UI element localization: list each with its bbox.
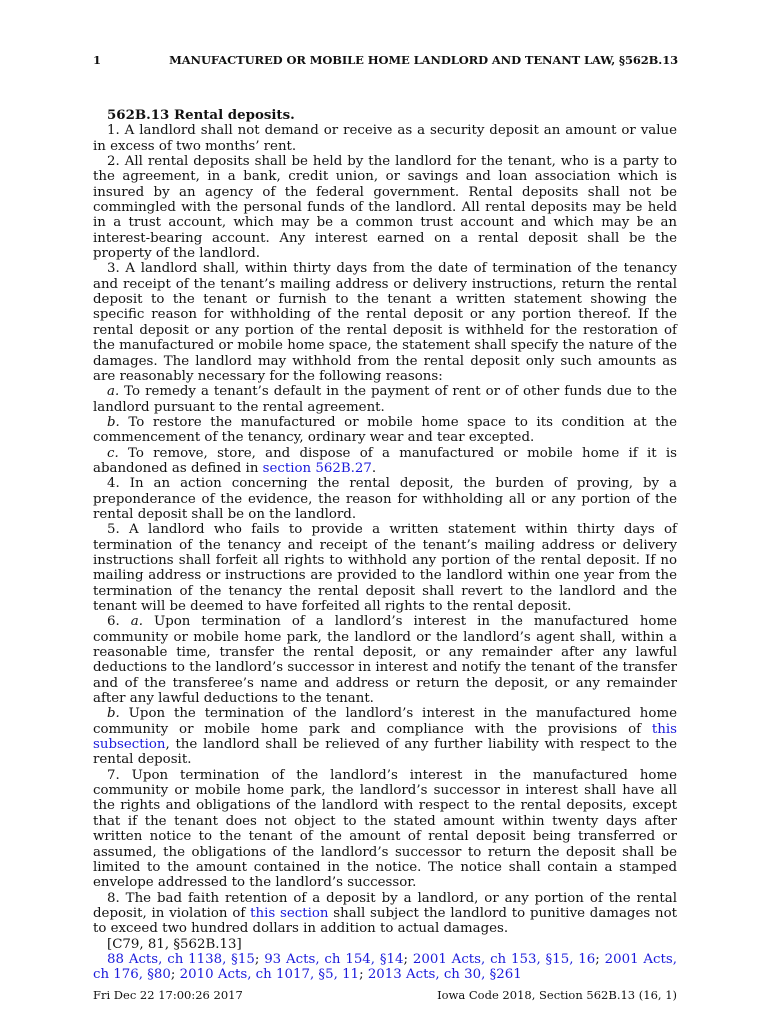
history-separator: ; (403, 951, 413, 967)
paragraph-6a (93, 614, 677, 706)
history-separator: ; (170, 967, 180, 983)
paragraph-3b (93, 415, 677, 446)
label-b: b. (107, 414, 120, 430)
paragraph-3a (93, 384, 677, 415)
paragraph-6b-end: , the landlord shall be relieved of any further liability with respect to the rental deposit. (93, 737, 677, 768)
history-link-6[interactable]: 2013 Acts, ch 30, §261 (367, 967, 522, 983)
source-note: [C79, 81, §562B.13] (107, 936, 242, 952)
paragraph-3b-text: To restore the manufactured or mobile home space to its condition at the commencement of the tenancy, ordinary wear and tear excepted. (93, 414, 677, 446)
subsection-2: 2. All rental deposits shall be held by the landlord for the tenant, who is a party to the agreement, in a bank, credit union, or savings and loan association which is insured by an agency of the federal government. Rental deposits shall not be commingled with the personal funds of the landlord. All rental deposits may be held in a trust account, which may be a common trust account and which may be an interest-bearing account. Any interest earned on a rental deposit shall be the property of the landlord. (93, 154, 677, 262)
label-6b: b. (107, 706, 120, 722)
history-separator: ; (254, 951, 265, 967)
history-separator: ; (359, 967, 368, 983)
history-link-3[interactable]: 2001 Acts, ch 153, §15, 16 (412, 951, 596, 967)
link-this-section[interactable]: this section (250, 905, 329, 921)
label-a: a. (107, 384, 120, 400)
subsection-1: 1. A landlord shall not demand or receive as a security deposit an amount or value in excess of two months’ rent. (93, 123, 677, 154)
label-6a: a. (130, 614, 143, 630)
paragraph-6b-text: Upon the termination of the landlord’s interest in the manufactured home community or mobile home park and compliance with the provisions of (93, 706, 677, 737)
subsection-4: 4. In an action concerning the rental deposit, the burden of proving, by a preponderance of the evidence, the reason for withholding all or any portion of the rental deposit shall be on the landlord. (93, 476, 677, 522)
history-link-1[interactable]: 88 Acts, ch 1138, §15 (107, 951, 255, 967)
paragraph-6a-text: Upon termination of a landlord’s interest in the manufactured home community or mobile home park, the landlord or the landlord’s agent shall, within a reasonable time, transfer the rental deposit, or any remainder after any lawful deductions to the landlord’s successor in interest and notify the tenant of the transfer and of the transferee’s name and address or return the deposit, or any remainder after any lawful deductions to the tenant. (93, 614, 677, 707)
history-note (93, 952, 677, 983)
subsection-8 (93, 891, 677, 937)
subsection-7: 7. Upon termination of the landlord’s interest in the manufactured home community or mobile home park, the landlord’s successor in interest shall have all the rights and obligations of the landlord with respect to the rental deposits, except that if the tenant does not object to the stated amount within twenty days after written notice to the tenant of the amount of rental deposit being transferred or assumed, the obligations of the landlord’s successor to return the deposit shall be limited to the amount contained in the notice. The notice shall contain a stamped envelope addressed to the landlord’s successor. (93, 767, 677, 891)
paragraph-3c-end: . (371, 460, 377, 476)
history-link-2[interactable]: 93 Acts, ch 154, §14 (264, 951, 404, 967)
subsection-3: 3. A landlord shall, within thirty days from the date of termination of the tenancy and receipt of the tenant’s mailing address or delivery instructions, return the rental deposit to the tenant or furnish to the tenant a written statement showing the specific reason for withholding of the rental deposit or any portion thereof. If the rental deposit or any portion of the rental deposit is withheld for the restoration of the manufactured or mobile home space, the statement shall specify the nature of the damages. The landlord may withhold from the rental deposit only such amounts as are reasonably necessary for the following reasons: (93, 261, 677, 384)
label-c: c. (107, 445, 119, 461)
running-title: MANUFACTURED OR MOBILE HOME LANDLORD AND TENANT LAW, §562B.13 (169, 53, 678, 67)
history-separator: ; (595, 951, 605, 967)
history-link-4[interactable]: 2001 Acts, ch 176, §80 (93, 951, 677, 983)
link-section-562b27[interactable]: section 562B.27 (262, 460, 372, 476)
link-this-subsection[interactable]: this subsection (93, 721, 677, 753)
section-heading: 562B.13 Rental deposits. (107, 107, 295, 123)
page-number: 1 (93, 53, 102, 67)
subsection-8-text: 8. The bad faith retention of a deposit by a landlord, or any portion of the rental deposit, in violation of (93, 890, 677, 921)
subsection-5: 5. A landlord who fails to provide a written statement within thirty days of termination of the tenancy and receipt of the tenant’s mailing address or delivery instructions shall forfeit all rights to withhold any portion of the rental deposit. If no mailing address or instructions are provided to the landlord within one year from the termination of the tenancy the rental deposit shall revert to the landlord and the tenant will be deemed to have forfeited all rights to the rental deposit. (93, 522, 677, 614)
history-link-5[interactable]: 2010 Acts, ch 1017, §5, 11 (179, 967, 360, 983)
subsection-8-end: shall subject the landlord to punitive damages not to exceed two hundred dollars in addition to actual damages. (93, 905, 677, 937)
paragraph-3c (93, 446, 677, 477)
section-body (93, 108, 677, 983)
paragraph-6b (93, 706, 677, 767)
paragraph-3a-text: To remedy a tenant’s default in the payment of rent or of other funds due to the landlord pursuant to the rental agreement. (93, 384, 677, 415)
footer-citation: Iowa Code 2018, Section 562B.13 (16, 1) (437, 988, 677, 1002)
footer-timestamp: Fri Dec 22 17:00:26 2017 (93, 988, 243, 1002)
subsection-6-number: 6. (107, 614, 131, 630)
paragraph-3c-text: To remove, store, and dispose of a manufactured or mobile home if it is abandoned as defined in (93, 445, 677, 476)
